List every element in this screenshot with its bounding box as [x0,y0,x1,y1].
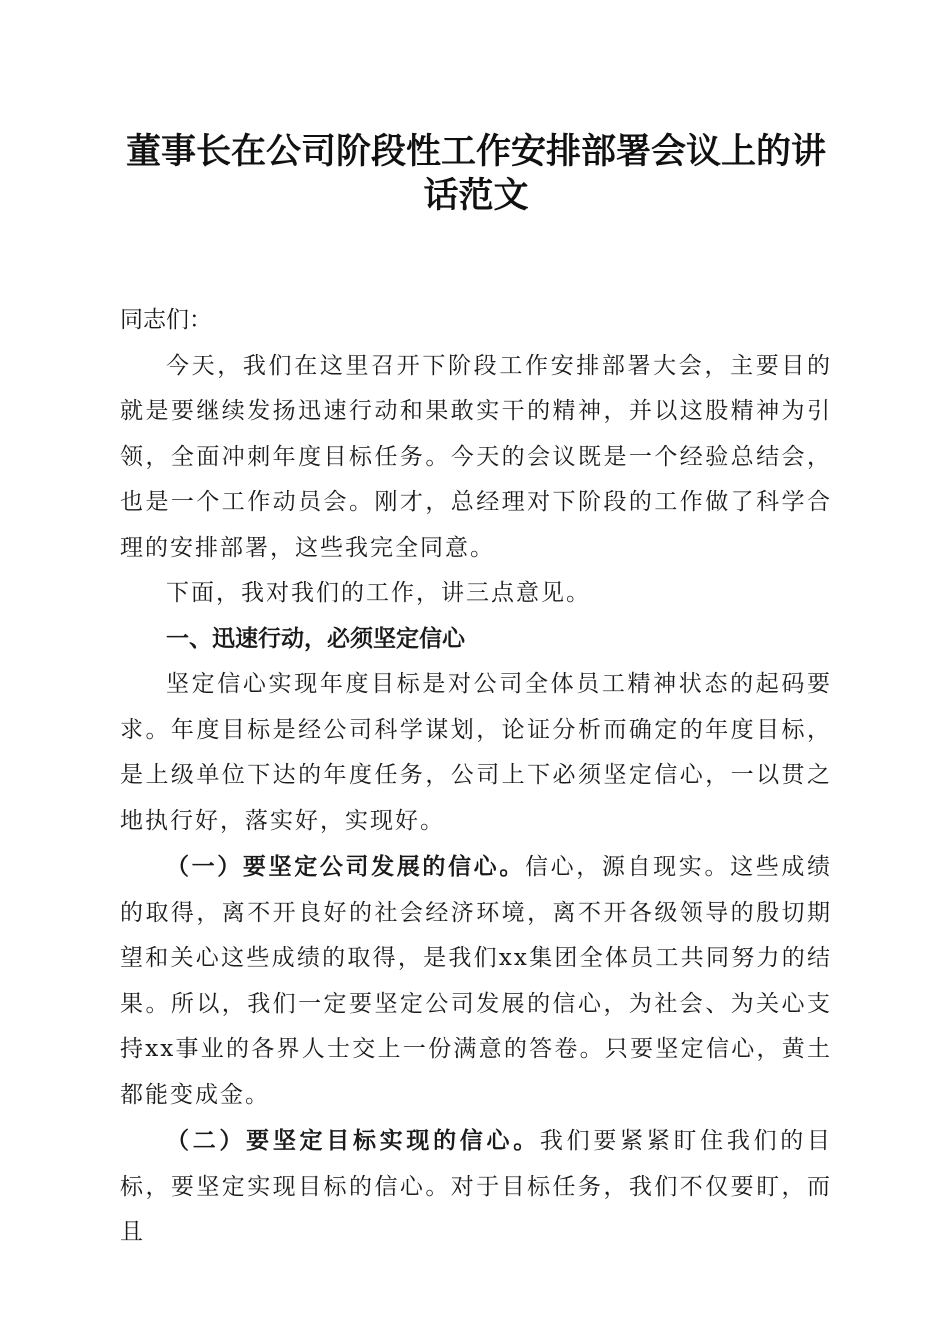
title-line-1: 董事长在公司阶段性工作安排部署会议上的讲 [125,131,826,172]
paragraph-opening: 今天，我们在这里召开下阶段工作安排部署大会，主要目的就是要继续发扬迅速行动和果敢实干的精神，并以这股精神为引领，全面冲刺年度目标任务。今天的会议既是一个经验总结会，也是一个工作动员会。刚才，总经理对下阶段的工作做了科学合理的安排部署，这些我完全同意。 [120,352,832,561]
paragraph-section1-intro: 坚定信心实现年度目标是对公司全体员工精神状态的起码要求。年度目标是经公司科学谋划，论证分析而确定的年度目标，是上级单位下达的年度任务，公司上下必须坚定信心，一以贯之地执行好，落实好，实现好。 [120,671,832,834]
point-2-body: 我们要紧紧盯住我们的目标，要坚定实现目标的信心。对于目标任务，我们不仅要盯，而且 [120,1128,833,1245]
paragraph-point-2 [120,1118,832,1256]
point-1-lead: （一）要坚定公司发展的信心。 [166,853,525,880]
section-heading-1: 一、迅速行动，必须坚定信心 [166,625,465,652]
paragraph-intro-points: 下面，我对我们的工作，讲三点意见。 [166,580,591,606]
document-title [120,130,832,218]
paragraph-point-1 [120,844,832,1118]
title-line-2: 话范文 [423,175,529,216]
salutation: 同志们： [120,307,212,333]
point-1-body: 信心，源自现实。这些成绩的取得，离不开良好的社会经济环境，离不开各级领导的殷切期望和关心这些成绩的取得，是我们xx集团全体员工共同努力的结果。所以，我们一定要坚定公司发展的信心，为社会、为关心支持xx事业的各界人士交上一份满意的答卷。只要坚定信心，黄土都能变成金。 [120,854,833,1108]
point-2-lead: （二）要坚定目标实现的信心。 [166,1127,540,1154]
document-page [120,130,832,1256]
